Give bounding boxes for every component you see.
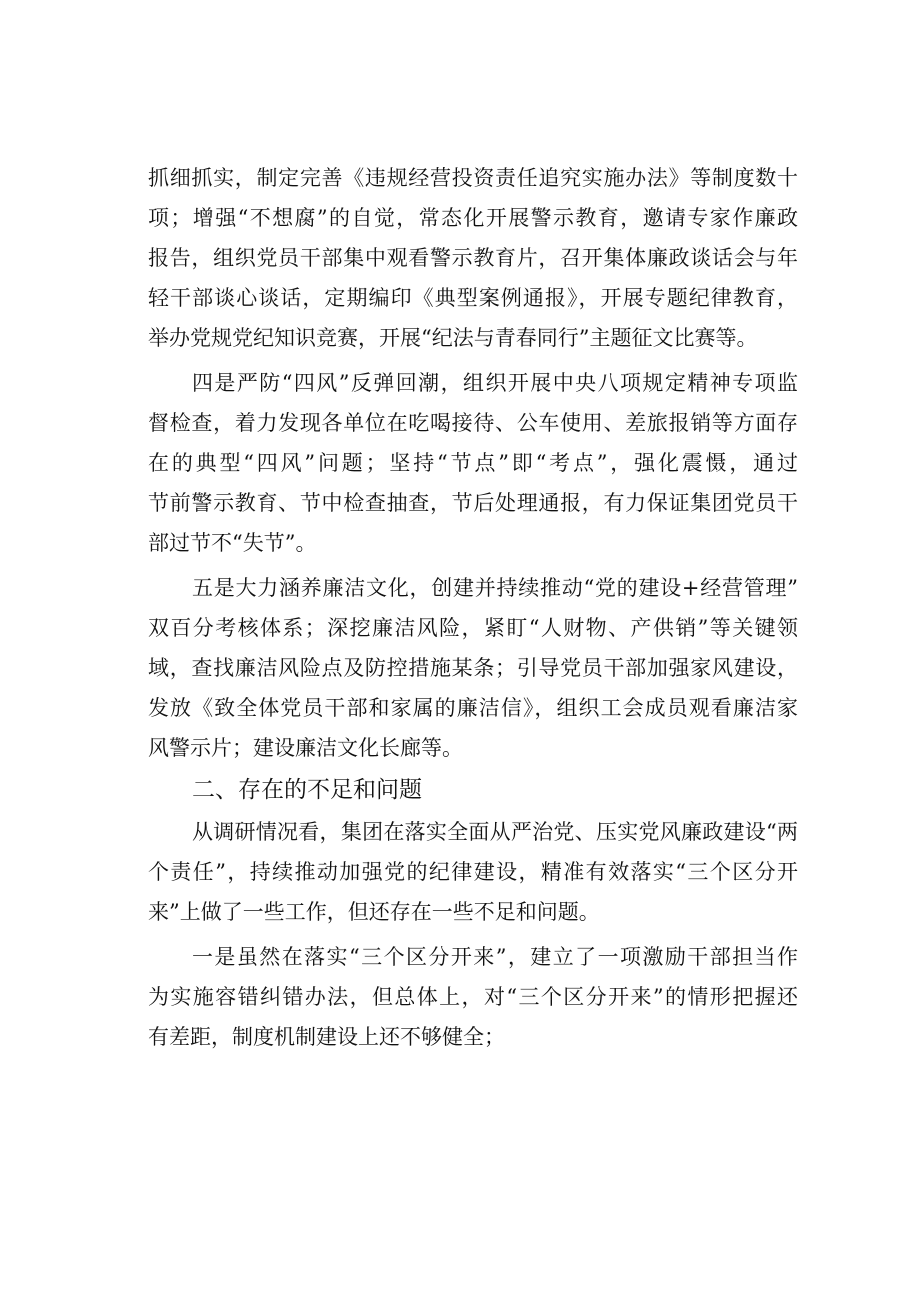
text-line: 抓细抓实，制定完善《违规经营投资责任追究实施办法》等制度数十	[148, 166, 798, 190]
paragraph-problem-one	[148, 937, 798, 1057]
text-line: 来”上做了一些工作，但还存在一些不足和问题。	[148, 900, 600, 924]
paragraph-integrity-culture	[148, 568, 798, 768]
text-line: 举办党规党纪知识竞赛，开展“纪法与青春同行”主题征文比赛等。	[148, 326, 758, 350]
text-line: 域，查找廉洁风险点及防控措施某条；引导党员干部加强家风建设，	[148, 656, 798, 680]
text-line: 四是严防“四风”反弹回潮，组织开展中央八项规定精神专项监	[192, 371, 798, 395]
section-heading: 二、存在的不足和问题	[192, 777, 422, 803]
text-line: 督检查，着力发现各单位在吃喝接待、公车使用、差旅报销等方面存	[148, 411, 798, 435]
text-line: 有差距，制度机制建设上还不够健全；	[148, 1025, 505, 1049]
text-line: 部过节不“失节”。	[148, 531, 317, 555]
paragraph-survey-findings	[148, 812, 798, 932]
paragraph-discipline-education	[148, 158, 798, 358]
text-line: 节前警示教育、节中检查抽查，节后处理通报，有力保证集团党员干	[148, 491, 798, 515]
text-line: 风警示片；建设廉洁文化长廊等。	[148, 736, 463, 760]
text-line: 个责任”，持续推动加强党的纪律建设，精准有效落实“三个区分开	[148, 860, 798, 884]
document-page	[148, 158, 798, 1057]
paragraph-four-winds	[148, 363, 798, 563]
text-line: 项；增强“不想腐”的自觉，常态化开展警示教育，邀请专家作廉政	[148, 206, 798, 230]
text-line: 报告，组织党员干部集中观看警示教育片，召开集体廉政谈话会与年	[148, 246, 798, 270]
text-line: 从调研情况看，集团在落实全面从严治党、压实党风廉政建设“两	[192, 820, 798, 844]
text-line: 双百分考核体系；深挖廉洁风险，紧盯“人财物、产供销”等关键领	[148, 616, 798, 640]
text-line: 在的典型“四风”问题；坚持“节点”即“考点”，强化震慑，通过	[148, 451, 798, 475]
text-line: 发放《致全体党员干部和家属的廉洁信》，组织工会成员观看廉洁家	[148, 696, 798, 720]
text-line: 轻干部谈心谈话，定期编印《典型案例通报》，开展专题纪律教育，	[148, 286, 798, 310]
text-line: 一是虽然在落实“三个区分开来”，建立了一项激励干部担当作	[192, 945, 798, 969]
text-line: 五是大力涵养廉洁文化，创建并持续推动“党的建设+经营管理”	[192, 576, 798, 600]
text-line: 为实施容错纠错办法，但总体上，对“三个区分开来”的情形把握还	[148, 985, 798, 1009]
